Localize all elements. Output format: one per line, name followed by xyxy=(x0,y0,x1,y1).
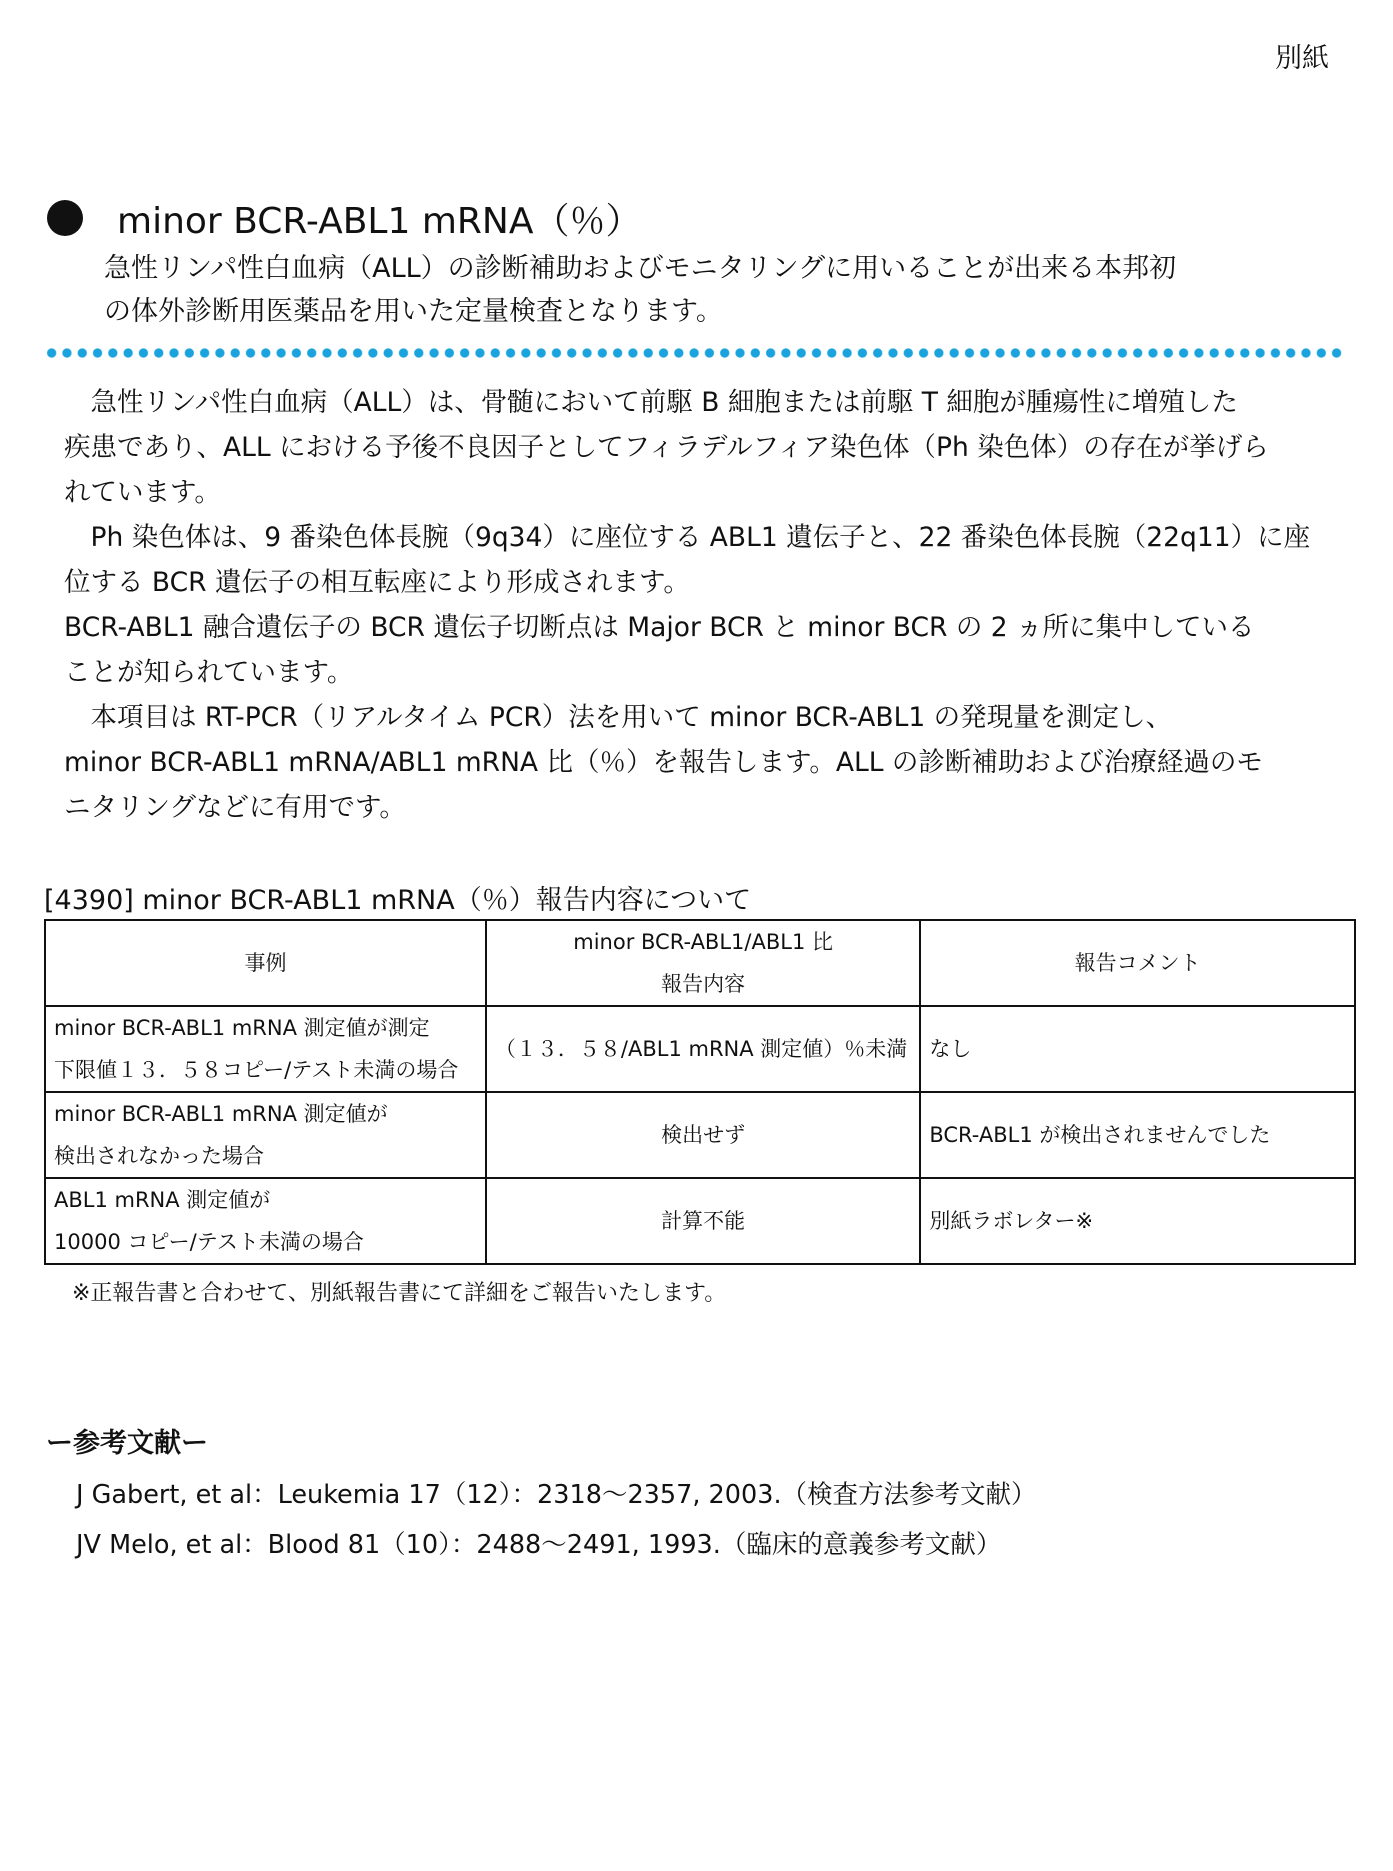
case-cell xyxy=(45,1006,486,1092)
case-line: minor BCR-ABL1 mRNA 測定値が測定 xyxy=(54,1016,430,1040)
comment-cell: 別紙ラボレター※ xyxy=(920,1178,1355,1264)
header-ratio xyxy=(486,920,920,1006)
header-case: 事例 xyxy=(45,920,486,1006)
intro-line: の体外診断用医薬品を用いた定量検査となります。 xyxy=(104,296,723,327)
comment-cell: なし xyxy=(920,1006,1355,1092)
bullet-icon xyxy=(47,200,83,236)
table-row xyxy=(45,1092,1355,1178)
body-line: 本項目は RT-PCR（リアルタイム PCR）法を用いて minor BCR-ABL1 の発現量を測定し、 xyxy=(64,702,1173,733)
intro-text xyxy=(104,247,1264,333)
body-line: 位する BCR 遺伝子の相互転座により形成されます。 xyxy=(64,567,690,598)
body-line: 急性リンパ性白血病（ALL）は、骨髄において前駆 B 細胞または前駆 T 細胞が腫瘍性に増殖した xyxy=(64,387,1238,418)
body-line: れています。 xyxy=(64,477,221,508)
section-title: minor BCR-ABL1 mRNA（％） xyxy=(117,201,642,242)
dotted-divider xyxy=(44,347,1344,359)
body-line: Ph 染色体は、9 番染色体長腕（9q34）に座位する ABL1 遺伝子と、22 番染色体長腕（22q11）に座 xyxy=(64,522,1311,553)
attachment-label: 別紙 xyxy=(1275,43,1329,74)
case-line: minor BCR-ABL1 mRNA 測定値が xyxy=(54,1102,388,1126)
ratio-cell: （１３．５８/ABL1 mRNA 測定値）％未満 xyxy=(486,1006,920,1092)
intro-line: 急性リンパ性白血病（ALL）の診断補助およびモニタリングに用いることが出来る本邦初 xyxy=(104,253,1177,284)
case-cell xyxy=(45,1178,486,1264)
table-row xyxy=(45,1006,1355,1092)
references-title: ー参考文献ー xyxy=(46,1428,208,1459)
case-line: 検出されなかった場合 xyxy=(54,1144,264,1168)
case-line: 下限値１３．５８コピー/テスト未満の場合 xyxy=(54,1058,459,1082)
table-title: [4390] minor BCR-ABL1 mRNA（％）報告内容について xyxy=(44,885,752,916)
case-cell xyxy=(45,1092,486,1178)
report-table xyxy=(44,919,1356,1265)
body-line: minor BCR-ABL1 mRNA/ABL1 mRNA 比（％）を報告します。ALL の診断補助および治療経過のモ xyxy=(64,747,1263,778)
case-line: 10000 コピー/テスト未満の場合 xyxy=(54,1230,364,1254)
body-line: ニタリングなどに有用です。 xyxy=(64,792,406,823)
case-line: ABL1 mRNA 測定値が xyxy=(54,1188,271,1212)
header-comment: 報告コメント xyxy=(920,920,1355,1006)
ratio-cell: 検出せず xyxy=(486,1092,920,1178)
comment-cell: BCR-ABL1 が検出されませんでした xyxy=(920,1092,1355,1178)
body-text xyxy=(64,380,1354,830)
header-ratio-line2: 報告内容 xyxy=(661,972,746,996)
body-line: 疾患であり、ALL における予後不良因子としてフィラデルフィア染色体（Ph 染色体）の存在が挙げら xyxy=(64,432,1269,463)
table-note: ※正報告書と合わせて、別紙報告書にて詳細をご報告いたします。 xyxy=(72,1281,727,1306)
table-row xyxy=(45,1178,1355,1264)
reference-item: JV Melo, et al：Blood 81（10）：2488～2491, 1993.（臨床的意義参考文献） xyxy=(76,1530,1002,1560)
reference-item: J Gabert, et al：Leukemia 17（12）：2318～2357, 2003.（検査方法参考文献） xyxy=(76,1480,1037,1510)
body-line: ことが知られています。 xyxy=(64,657,354,688)
header-ratio-line1: minor BCR-ABL1/ABL1 比 xyxy=(573,930,833,954)
body-line: BCR-ABL1 融合遺伝子の BCR 遺伝子切断点は Major BCR と minor BCR の 2 ヵ所に集中している xyxy=(64,612,1255,643)
references-list xyxy=(76,1470,1037,1570)
ratio-cell: 計算不能 xyxy=(486,1178,920,1264)
table-header-row xyxy=(45,920,1355,1006)
